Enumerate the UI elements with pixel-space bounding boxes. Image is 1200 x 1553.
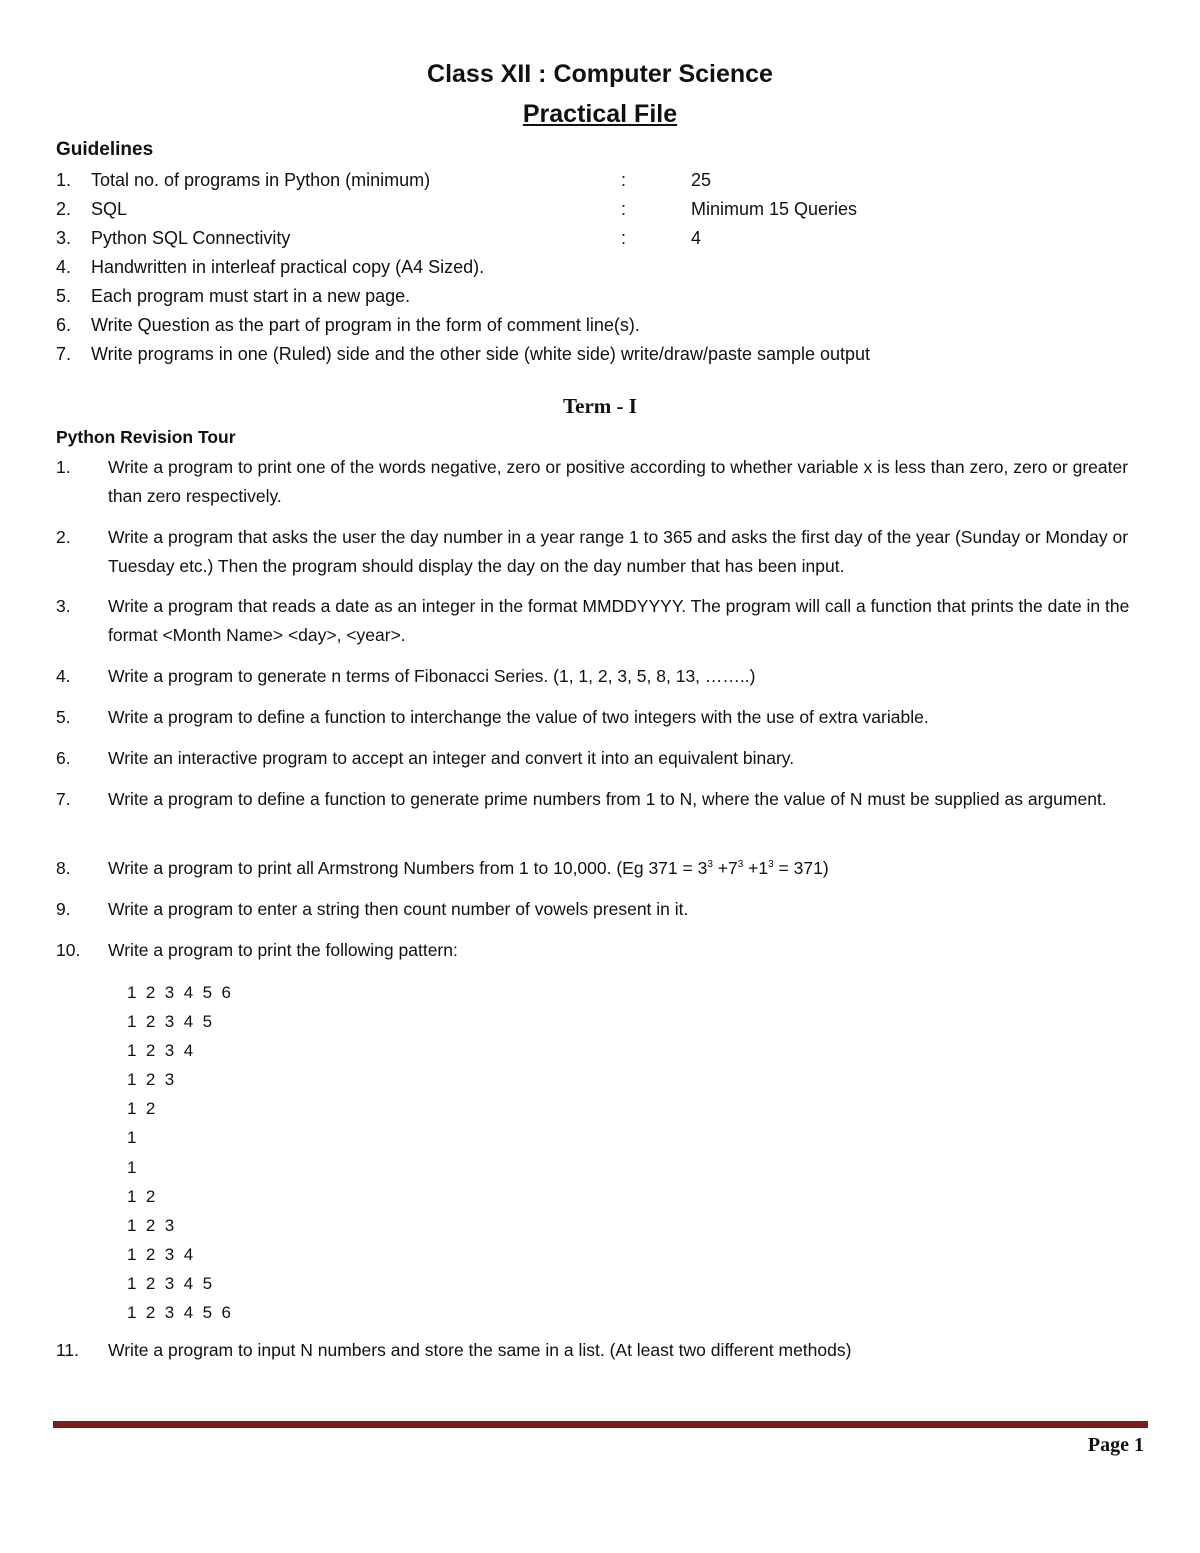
footer-rule: [53, 1421, 1148, 1428]
question-item: [56, 703, 1146, 732]
guideline-item: [56, 340, 1156, 369]
page-title: Class XII : Computer Science: [427, 60, 773, 88]
guideline-value: Minimum 15 Queries: [691, 199, 858, 219]
question-number: 8.: [56, 858, 71, 878]
superscript: 3: [768, 859, 774, 871]
guideline-item: [56, 224, 1156, 253]
pattern-row: 1 2 3 4 5 6: [127, 983, 231, 1002]
guideline-number: 6.: [56, 315, 72, 335]
question-item: [56, 1336, 1146, 1365]
question-item: [56, 895, 1146, 924]
question-number: 6.: [56, 748, 71, 768]
question-text: [108, 854, 1146, 883]
pattern-row: 1 2 3: [127, 1215, 175, 1235]
guideline-text: Total no. of programs in Python (minimum): [91, 170, 431, 190]
question-item: [56, 936, 1146, 965]
question-item: [56, 592, 1146, 650]
question-item: [56, 662, 1146, 691]
question-item: [56, 453, 1146, 511]
question-text: Write a program to input N numbers and store the same in a list. (At least two different methods): [108, 1340, 852, 1360]
pattern-row: 1 2 3 4 5: [127, 1273, 213, 1293]
number-pattern: [127, 978, 231, 1327]
question-number: 10.: [56, 940, 81, 960]
guideline-text: Write Question as the part of program in the form of comment line(s).: [91, 315, 640, 335]
guideline-number: 5.: [56, 286, 72, 306]
pattern-row: 1 2: [127, 1099, 156, 1119]
pattern-row: 1: [127, 1157, 137, 1177]
question-number: 1.: [56, 457, 71, 477]
guideline-text: Write programs in one (Ruled) side and the other side (white side) write/draw/paste sample output: [91, 344, 871, 364]
guideline-number: 4.: [56, 257, 72, 277]
question-text-part: +7: [712, 858, 738, 878]
pattern-row: 1 2 3 4 5: [127, 1012, 213, 1032]
page-number: Page 1: [1087, 1434, 1144, 1456]
question-item: [56, 785, 1146, 814]
question-item: [56, 523, 1146, 581]
guideline-text: Python SQL Connectivity: [91, 228, 291, 248]
question-text: Write a program to define a function to generate prime numbers from 1 to N, where the value of N must be supplied as argument.: [108, 789, 1107, 809]
guideline-text: Each program must start in a new page.: [91, 286, 411, 306]
question-text-part: Write a program to print all Armstrong Numbers from 1 to 10,000. (Eg 371 = 3: [108, 858, 708, 878]
question-number: 9.: [56, 899, 71, 919]
pattern-row: 1 2 3 4: [127, 1041, 194, 1061]
question-number: 2.: [56, 527, 71, 547]
pattern-row: 1 2 3 4 5 6: [127, 1303, 231, 1323]
guidelines-heading: Guidelines: [56, 139, 154, 160]
guidelines-list: [56, 166, 1156, 369]
question-number: 5.: [56, 707, 71, 727]
question-text: Write a program to generate n terms of Fibonacci Series. (1, 1, 2, 3, 5, 8, 13, ……..): [108, 666, 756, 686]
question-number: 7.: [56, 789, 71, 809]
guideline-colon: :: [621, 228, 627, 248]
question-text: Write a program that asks the user the day number in a year range 1 to 365 and asks the first day of the year (Sunday or Monday or Tuesday etc.) Then the program should display the day on the day number that has been input.: [108, 527, 1129, 576]
question-number: 3.: [56, 596, 71, 616]
guideline-item: [56, 253, 1156, 282]
guideline-text: Handwritten in interleaf practical copy (A4 Sized).: [91, 257, 485, 277]
question-number: 4.: [56, 666, 71, 686]
superscript: 3: [737, 859, 744, 871]
guideline-number: 1.: [56, 170, 72, 190]
guideline-colon: :: [621, 170, 627, 190]
pattern-row: 1: [127, 1128, 137, 1148]
pattern-row: 1 2 3 4: [127, 1244, 194, 1264]
guideline-text: SQL: [91, 199, 128, 219]
page-subtitle: Practical File: [522, 100, 678, 128]
question-item: [56, 744, 1146, 773]
guideline-item: [56, 282, 1156, 311]
question-text: Write a program to enter a string then count number of vowels present in it.: [108, 899, 689, 919]
term-heading: Term - I: [563, 394, 637, 418]
section-heading: Python Revision Tour: [56, 427, 236, 447]
guideline-number: 7.: [56, 344, 72, 364]
superscript: 3: [707, 859, 713, 871]
guideline-item: [56, 311, 1156, 340]
question-text: Write a program to define a function to interchange the value of two integers with the use of extra variable.: [108, 707, 929, 727]
guideline-colon: :: [621, 199, 627, 219]
question-text: Write a program that reads a date as an integer in the format MMDDYYYY. The program will call a function that prints the date in the format <Month Name> <day>, <year>.: [108, 596, 1130, 645]
guideline-number: 2.: [56, 199, 72, 219]
guideline-value: 4: [691, 228, 702, 248]
question-item: [56, 854, 1146, 883]
guideline-number: 3.: [56, 228, 72, 248]
pattern-row: 1 2: [127, 1186, 156, 1206]
question-text: Write an interactive program to accept an integer and convert it into an equivalent binary.: [108, 748, 795, 768]
guideline-value: 25: [691, 170, 712, 190]
question-number: 11.: [56, 1340, 80, 1360]
pattern-row: 1 2 3: [127, 1070, 175, 1090]
question-text-part: = 371): [773, 858, 829, 878]
guideline-item: [56, 166, 1156, 195]
question-text: Write a program to print the following pattern:: [108, 940, 458, 960]
guideline-item: [56, 195, 1156, 224]
question-text: Write a program to print one of the words negative, zero or positive according to whether variable x is less than zero, zero or greater than zero respectively.: [108, 457, 1129, 506]
question-text-part: +1: [743, 858, 769, 878]
